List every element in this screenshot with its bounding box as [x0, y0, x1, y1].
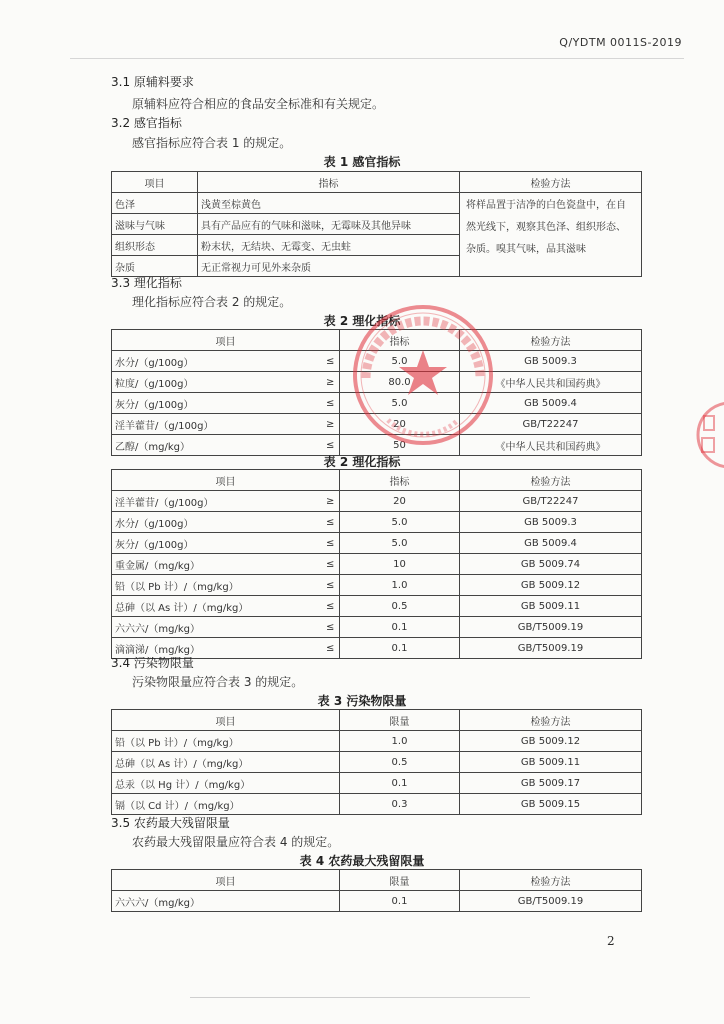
table-3-contaminants	[111, 709, 642, 815]
company-seal-stamp	[348, 300, 498, 450]
table-header-row	[112, 870, 642, 891]
table-2b-physicochemical	[111, 469, 642, 659]
table-row	[112, 512, 642, 533]
table-1-sensory	[111, 171, 642, 277]
table-row	[112, 193, 642, 214]
operator-cell: ≤	[322, 435, 340, 456]
item-cell: 滴滴涕/（mg/kg）	[112, 638, 322, 659]
table-row	[112, 533, 642, 554]
column-header: 检验方法	[460, 330, 642, 351]
value-cell: 5.0	[340, 351, 460, 372]
value-cell: 0.5	[340, 596, 460, 617]
item-cell: 总砷（以 As 计）/（mg/kg）	[112, 752, 340, 773]
table-row	[112, 554, 642, 575]
section-3-5-title: 3.5 农药最大残留限量	[111, 816, 230, 830]
value-cell: 20	[340, 491, 460, 512]
method-cell: GB 5009.11	[460, 752, 642, 773]
footer-rule	[190, 997, 530, 998]
section-3-3-title: 3.3 理化指标	[111, 276, 182, 290]
table-4-caption: 表 4 农药最大残留限量	[299, 854, 425, 868]
table-header-row	[112, 470, 642, 491]
table-row	[112, 891, 642, 912]
section-3-4-body: 污染物限量应符合表 3 的规定。	[132, 675, 304, 689]
method-cell: GB/T5009.19	[460, 617, 642, 638]
table-row	[112, 794, 642, 815]
section-3-2-body: 感官指标应符合表 1 的规定。	[132, 136, 292, 150]
item-cell: 灰分/（g/100g）	[112, 393, 322, 414]
method-cell: 《中华人民共和国药典》	[460, 435, 642, 456]
column-header: 指标	[340, 330, 460, 351]
document-code: Q/YDTM 0011S-2019	[559, 36, 682, 49]
item-cell: 滋味与气味	[112, 214, 198, 235]
operator-cell: ≥	[322, 414, 340, 435]
spec-cell: 具有产品应有的气味和滋味，无霉味及其他异味	[198, 214, 460, 235]
limit-cell: 0.1	[340, 891, 460, 912]
table-row	[112, 596, 642, 617]
value-cell: 0.1	[340, 638, 460, 659]
table-row	[112, 773, 642, 794]
method-cell: GB 5009.11	[460, 596, 642, 617]
item-cell: 水分/（g/100g）	[112, 351, 322, 372]
item-cell: 灰分/（g/100g）	[112, 533, 322, 554]
column-header: 检验方法	[460, 710, 642, 731]
operator-cell: ≤	[322, 596, 340, 617]
column-header: 检验方法	[460, 870, 642, 891]
item-cell: 六六六/（mg/kg）	[112, 617, 322, 638]
method-cell: GB/T22247	[460, 414, 642, 435]
table-row	[112, 491, 642, 512]
operator-cell: ≤	[322, 393, 340, 414]
limit-cell: 0.5	[340, 752, 460, 773]
limit-cell: 1.0	[340, 731, 460, 752]
column-header: 项目	[112, 870, 340, 891]
item-cell: 总汞（以 Hg 计）/（mg/kg）	[112, 773, 340, 794]
spec-cell: 粉末状，无结块、无霉变、无虫蛀	[198, 235, 460, 256]
item-cell: 水分/（g/100g）	[112, 512, 322, 533]
operator-cell: ≤	[322, 533, 340, 554]
column-header: 项目	[112, 172, 198, 193]
page-number: 2	[607, 934, 615, 948]
item-cell: 重金属/（mg/kg）	[112, 554, 322, 575]
method-cell: GB 5009.15	[460, 794, 642, 815]
section-3-3-body: 理化指标应符合表 2 的规定。	[132, 295, 292, 309]
column-header: 指标	[198, 172, 460, 193]
column-header: 指标	[340, 470, 460, 491]
method-cell: GB 5009.17	[460, 773, 642, 794]
column-header: 项目	[112, 330, 340, 351]
operator-cell: ≤	[322, 617, 340, 638]
column-header: 限量	[340, 870, 460, 891]
table-header-row	[112, 710, 642, 731]
method-cell: GB/T5009.19	[460, 638, 642, 659]
value-cell: 50	[340, 435, 460, 456]
method-cell: GB 5009.12	[460, 731, 642, 752]
limit-cell: 0.3	[340, 794, 460, 815]
table-1-caption: 表 1 感官指标	[323, 155, 401, 169]
operator-cell: ≤	[322, 638, 340, 659]
table-row	[112, 731, 642, 752]
item-cell: 乙醇/（mg/kg）	[112, 435, 322, 456]
method-cell: GB 5009.12	[460, 575, 642, 596]
table-row	[112, 575, 642, 596]
section-3-2-title: 3.2 感官指标	[111, 116, 182, 130]
value-cell: 10	[340, 554, 460, 575]
value-cell: 5.0	[340, 512, 460, 533]
item-cell: 淫羊藿苷/（g/100g）	[112, 491, 322, 512]
item-cell: 六六六/（mg/kg）	[112, 891, 340, 912]
spec-cell: 无正常视力可见外来杂质	[198, 256, 460, 277]
value-cell: 5.0	[340, 533, 460, 554]
limit-cell: 0.1	[340, 773, 460, 794]
item-cell: 杂质	[112, 256, 198, 277]
operator-cell: ≥	[322, 491, 340, 512]
item-cell: 总砷（以 As 计）/（mg/kg）	[112, 596, 322, 617]
method-cell: GB 5009.3	[460, 512, 642, 533]
section-3-4-title: 3.4 污染物限量	[111, 656, 194, 670]
table-2a-caption: 表 2 理化指标	[323, 314, 401, 328]
column-header: 检验方法	[460, 470, 642, 491]
operator-cell: ≤	[322, 512, 340, 533]
value-cell: 20	[340, 414, 460, 435]
operator-cell: ≤	[322, 575, 340, 596]
method-cell: GB/T5009.19	[460, 891, 642, 912]
operator-cell: ≤	[322, 554, 340, 575]
spec-cell: 浅黄至棕黄色	[198, 193, 460, 214]
item-cell: 铅（以 Pb 计）/（mg/kg）	[112, 575, 322, 596]
section-3-5-body: 农药最大残留限量应符合表 4 的规定。	[132, 835, 340, 849]
method-cell: GB/T22247	[460, 491, 642, 512]
item-cell: 组织形态	[112, 235, 198, 256]
operator-cell: ≥	[322, 372, 340, 393]
table-header-row	[112, 172, 642, 193]
item-cell: 粒度/（g/100g）	[112, 372, 322, 393]
table-row	[112, 752, 642, 773]
item-cell: 铅（以 Pb 计）/（mg/kg）	[112, 731, 340, 752]
method-cell: GB 5009.4	[460, 393, 642, 414]
value-cell: 0.1	[340, 617, 460, 638]
method-cell: GB 5009.74	[460, 554, 642, 575]
value-cell: 5.0	[340, 393, 460, 414]
table-4-pesticide-residue	[111, 869, 642, 912]
method-cell: GB 5009.3	[460, 351, 642, 372]
method-cell: GB 5009.4	[460, 533, 642, 554]
section-3-1-body: 原辅料应符合相应的食品安全标准和有关规定。	[132, 97, 385, 111]
column-header: 项目	[112, 710, 340, 731]
item-cell: 镉（以 Cd 计）/（mg/kg）	[112, 794, 340, 815]
column-header: 限量	[340, 710, 460, 731]
table-2b-caption: 表 2 理化指标	[323, 455, 401, 469]
header-rule	[70, 58, 684, 59]
item-cell: 淫羊藿苷/（g/100g）	[112, 414, 322, 435]
value-cell: 1.0	[340, 575, 460, 596]
table-3-caption: 表 3 污染物限量	[317, 694, 407, 708]
table-row	[112, 617, 642, 638]
edge-seal-fragment	[686, 400, 724, 470]
column-header: 项目	[112, 470, 340, 491]
item-cell: 色泽	[112, 193, 198, 214]
method-cell: 《中华人民共和国药典》	[460, 372, 642, 393]
operator-cell: ≤	[322, 351, 340, 372]
value-cell: 80.0	[340, 372, 460, 393]
section-3-1-title: 3.1 原辅料要求	[111, 75, 194, 89]
method-cell: 将样品置于洁净的白色瓷盘中，在自然光线下，观察其色泽、组织形态、杂质。嗅其气味，品其滋味	[460, 193, 642, 277]
column-header: 检验方法	[460, 172, 642, 193]
